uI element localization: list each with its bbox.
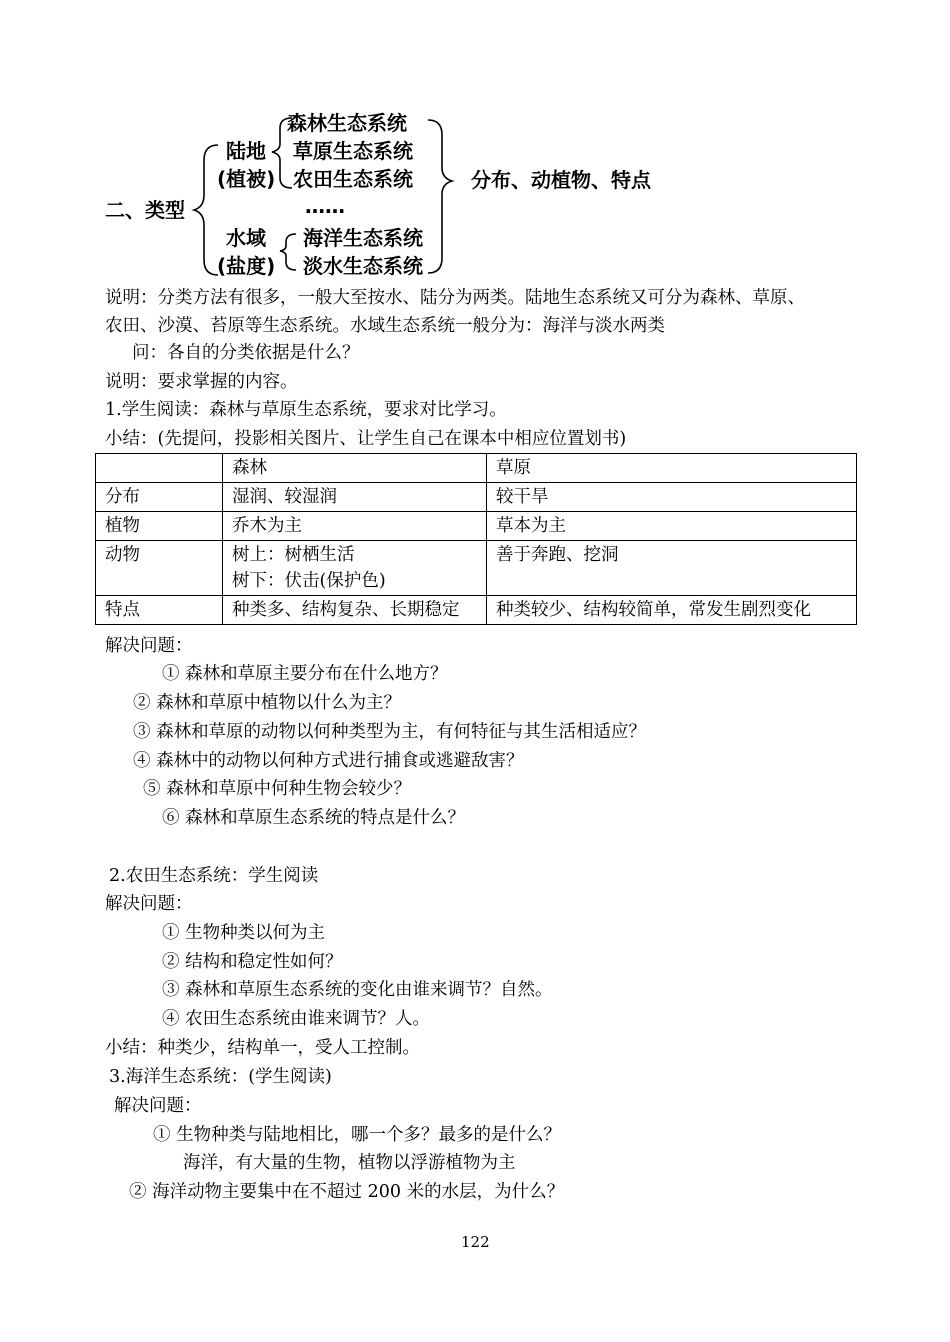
table-header-cell: 森林 [223,454,487,483]
answer-line: 海洋，有大量的生物，植物以浮游植物为主 [183,1153,516,1173]
land-label: 陆地 [226,139,266,163]
questions-heading: 解决问题： [105,894,193,914]
water-sublabel: (盐度) [217,254,276,278]
question-item: ② 结构和稳定性如何？ [162,952,343,972]
water-item: 淡水生态系统 [303,254,423,278]
section-heading: 1.学生阅读：森林与草原生态系统，要求对比学习。 [105,400,507,420]
row-label-cell: 动物 [96,541,223,596]
water-item: 海洋生态系统 [303,226,423,250]
forest-cell: 种类多、结构复杂、长期稳定 [223,596,487,625]
explanation-line: 农田、沙漠、苔原等生态系统。水域生态系统一般分为：海洋与淡水两类 [105,316,665,336]
question-item: ① 生物种类以何为主 [162,923,326,943]
forest-cell-line: 树上：树栖生活 [232,545,355,565]
table-row [96,541,857,596]
table-row [96,512,857,541]
table-row [96,596,857,625]
row-label-cell: 特点 [96,596,223,625]
question-item: ③ 森林和草原的动物以何种类型为主，有何特征与其生活相适应？ [133,722,647,742]
row-label-cell: 分布 [96,483,223,512]
table-header-cell [96,454,223,483]
land-sublabel: (植被) [217,167,276,191]
row-label-cell: 植物 [96,512,223,541]
question-line: 问：各自的分类依据是什么？ [132,343,360,363]
right-brace [428,120,452,273]
questions-heading: 解决问题： [114,1096,202,1116]
question-item: ④ 农田生态系统由谁来调节？人。 [162,1009,431,1029]
land-item: 草原生态系统 [293,139,413,163]
question-item: ③ 森林和草原生态系统的变化由谁来调节？自然。 [162,980,553,1000]
forest-cell-line: 树下：伏击(保护色) [232,571,386,591]
land-item-ellipsis: …… [305,194,345,218]
summary-line: 小结：种类少，结构单一，受人工控制。 [105,1038,420,1058]
main-left-brace [194,145,218,275]
forest-cell [223,541,487,596]
table-header-row [96,454,857,483]
land-item: 森林生态系统 [287,111,407,135]
question-item: ② 森林和草原中植物以什么为主？ [133,693,402,713]
forest-cell: 湿润、较湿润 [223,483,487,512]
grassland-cell: 较干旱 [487,483,857,512]
table-row [96,483,857,512]
section-heading: 2.农田生态系统：学生阅读 [109,866,319,886]
grassland-cell: 善于奔跑、挖洞 [487,541,857,596]
grassland-cell: 种类较少、结构较简单，常发生剧烈变化 [487,596,857,625]
water-inner-brace [280,234,296,270]
diagram-root-label: 二、类型 [105,198,185,222]
question-item: ⑤ 森林和草原中何种生物会较少？ [143,779,412,799]
brace-lines [0,0,950,290]
table-header-cell: 草原 [487,454,857,483]
page-number: 122 [461,1233,490,1251]
water-label: 水域 [226,226,266,250]
land-item: 农田生态系统 [293,167,413,191]
comparison-table [95,453,857,625]
question-item: ⑥ 森林和草原生态系统的特点是什么？ [162,808,466,828]
land-inner-brace [272,118,292,188]
question-item: ① 森林和草原主要分布在什么地方？ [162,664,448,684]
questions-heading: 解决问题： [105,636,193,656]
note-line: 说明：要求掌握的内容。 [105,372,298,392]
grassland-cell: 草本为主 [487,512,857,541]
question-item: ④ 森林中的动物以何种方式进行捕食或逃避敌害？ [133,751,524,771]
explanation-line: 说明：分类方法有很多，一般大至按水、陆分为两类。陆地生态系统又可分为森林、草原、 [105,288,805,308]
section-heading: 3.海洋生态系统：(学生阅读) [109,1067,332,1087]
question-item: ① 生物种类与陆地相比，哪一个多？最多的是什么？ [153,1125,562,1145]
summary-line: 小结：(先提问，投影相关图片、让学生自己在课本中相应位置划书) [105,429,627,449]
forest-cell: 乔木为主 [223,512,487,541]
diagram-summary-label: 分布、动植物、特点 [471,168,651,192]
question-item: ② 海洋动物主要集中在不超过 200 米的水层，为什么？ [129,1182,565,1202]
